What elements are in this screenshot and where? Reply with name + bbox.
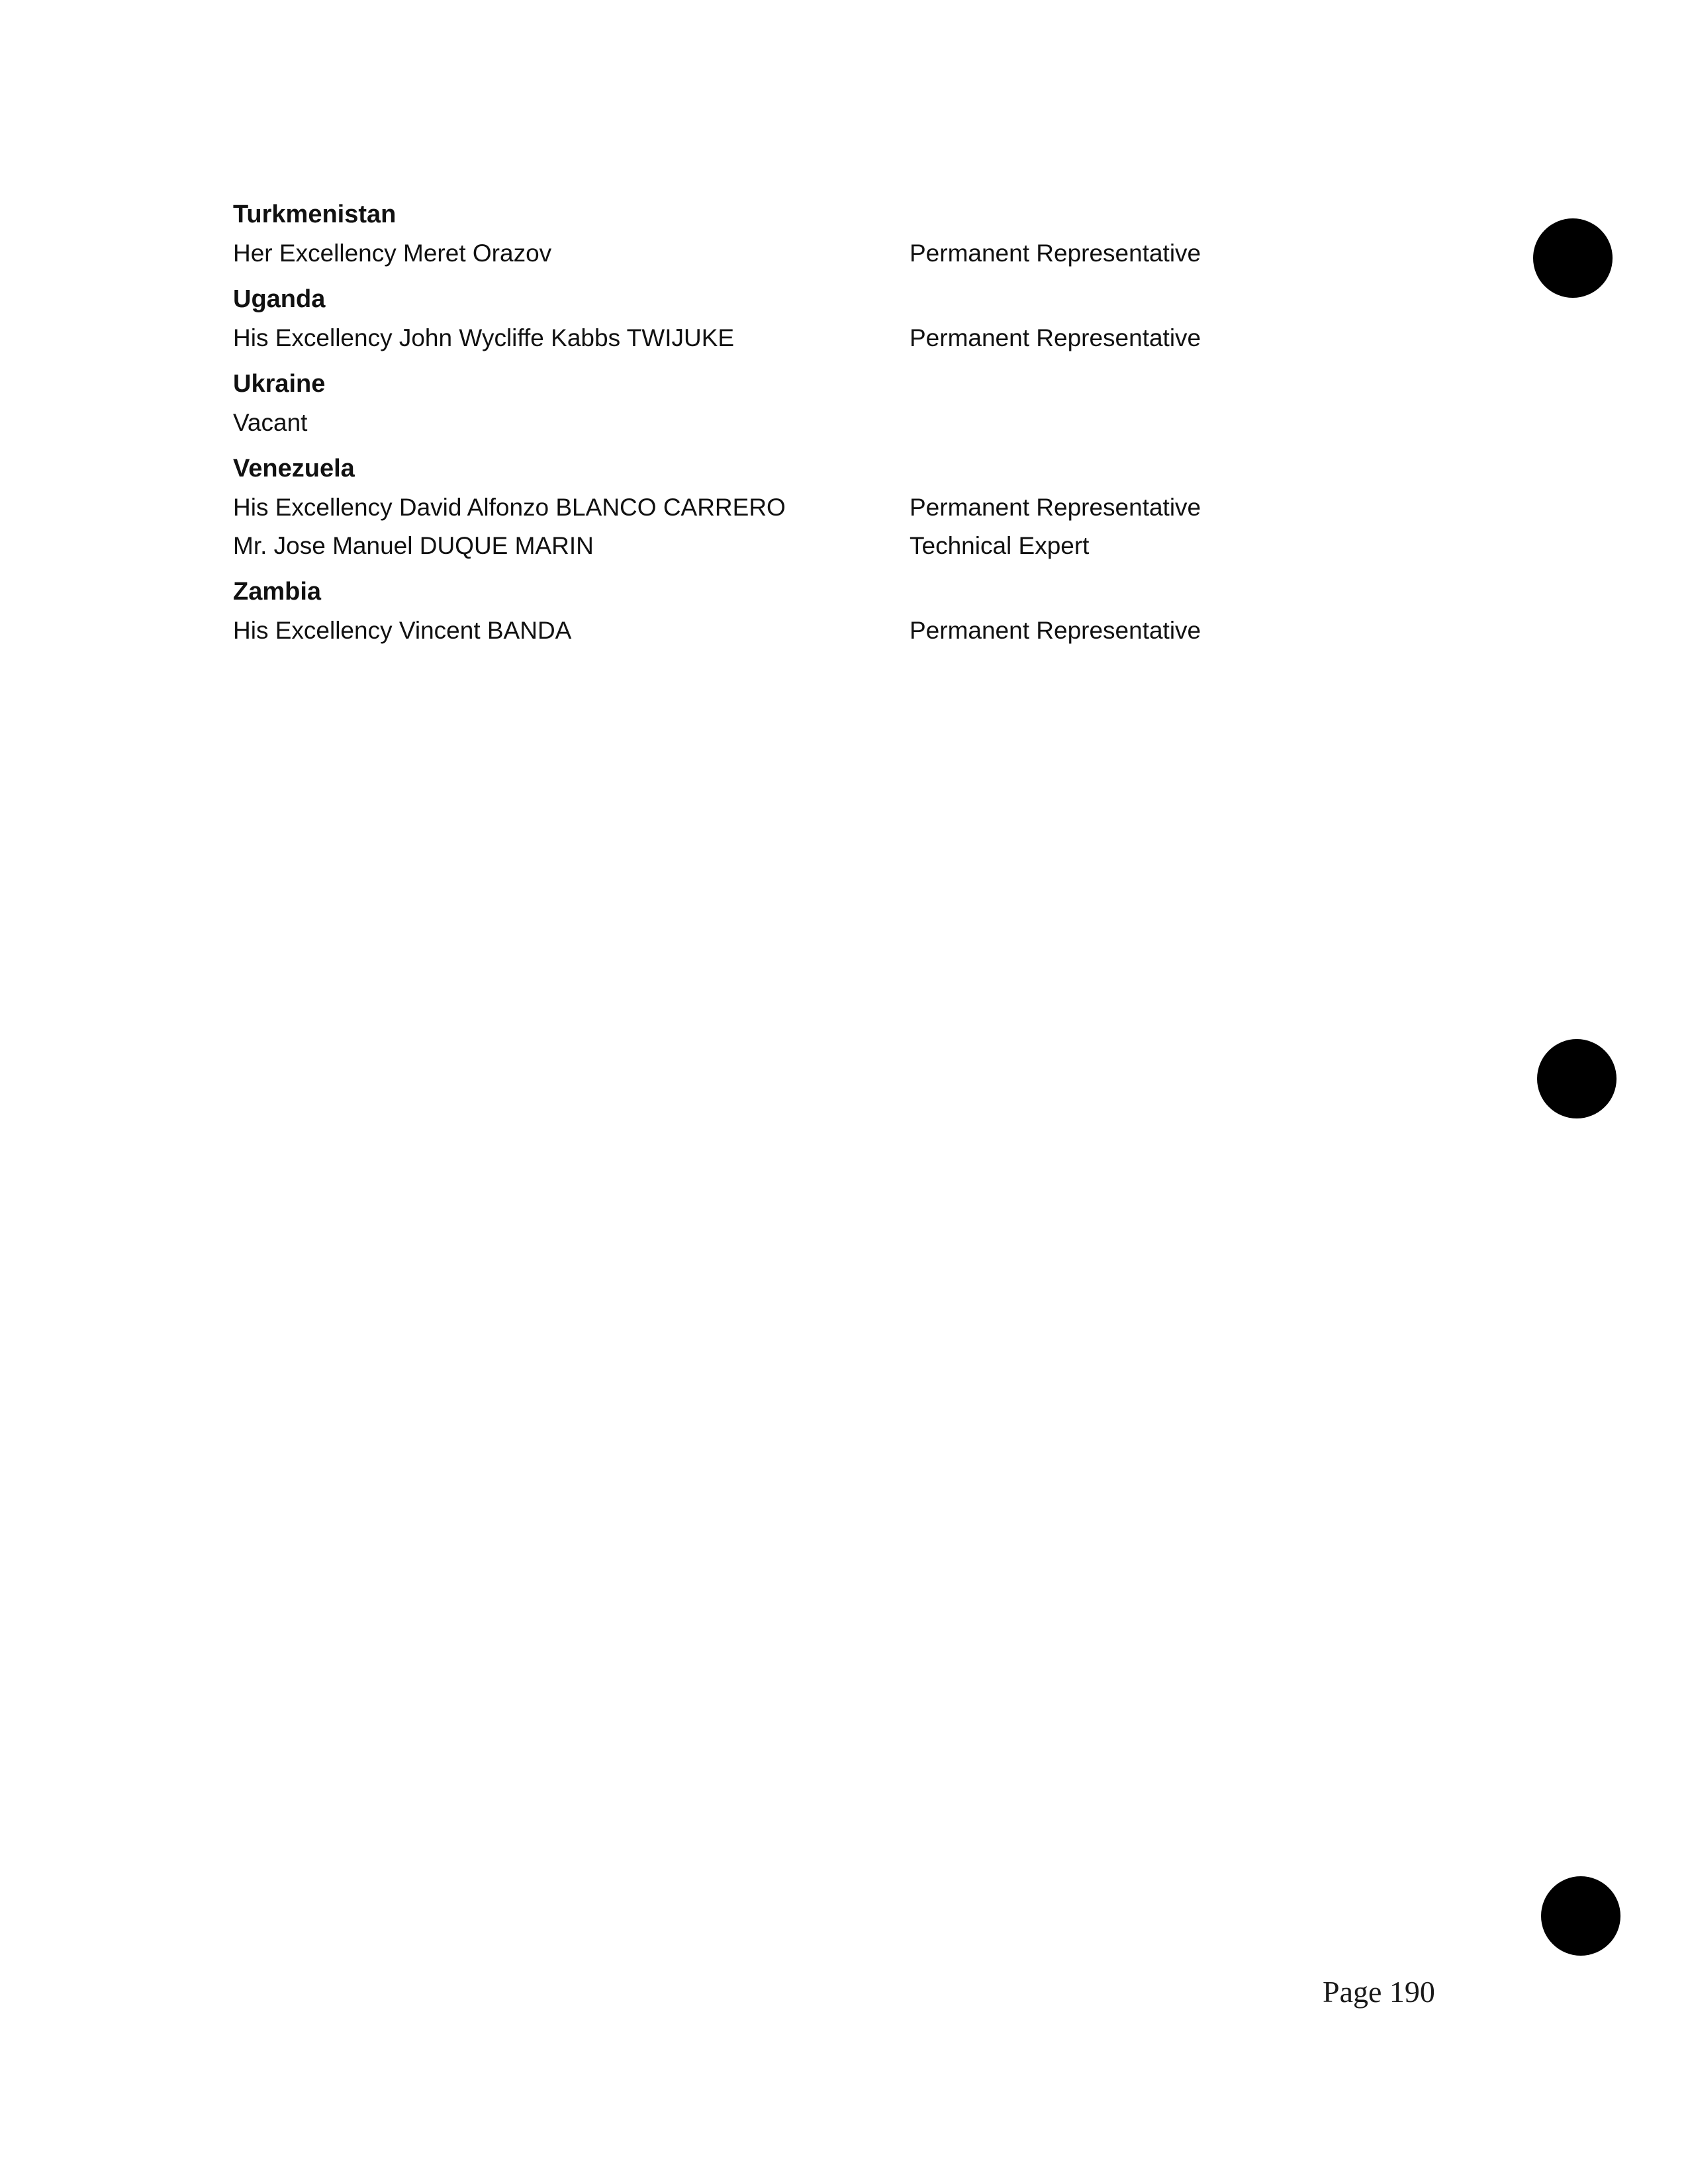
- delegate-row: [233, 492, 1358, 531]
- country-group-turkmenistan: [233, 199, 1358, 277]
- punch-hole-top: [1533, 218, 1613, 298]
- delegate-row: [233, 531, 1358, 569]
- delegate-role: Permanent Representative: [910, 617, 1201, 644]
- country-heading: Turkmenistan: [233, 201, 397, 228]
- delegate-name: Vacant: [233, 409, 308, 436]
- delegate-name: His Excellency Vincent BANDA: [233, 617, 572, 644]
- delegate-role: Technical Expert: [910, 532, 1090, 559]
- country-group-zambia: [233, 576, 1358, 654]
- delegate-row: [233, 408, 1358, 446]
- delegate-row: [233, 615, 1358, 654]
- delegate-name: Mr. Jose Manuel DUQUE MARIN: [233, 532, 594, 559]
- country-heading: Zambia: [233, 578, 322, 606]
- country-heading: Ukraine: [233, 370, 326, 398]
- delegate-name: His Excellency John Wycliffe Kabbs TWIJUKE: [233, 324, 735, 351]
- country-heading: Venezuela: [233, 455, 355, 482]
- delegation-list: [233, 199, 1358, 660]
- country-heading: Uganda: [233, 285, 326, 313]
- delegate-name: Her Excellency Meret Orazov: [233, 240, 552, 267]
- country-group-ukraine: [233, 368, 1358, 446]
- delegate-role: [910, 408, 1333, 446]
- punch-hole-bottom: [1541, 1876, 1620, 1956]
- delegate-row: [233, 238, 1358, 277]
- punch-hole-middle: [1537, 1039, 1617, 1118]
- delegate-row: [233, 323, 1358, 361]
- delegate-role: Permanent Representative: [910, 494, 1201, 521]
- delegate-role: Permanent Representative: [910, 240, 1201, 267]
- country-group-uganda: [233, 283, 1358, 361]
- country-group-venezuela: [233, 453, 1358, 569]
- delegate-name: His Excellency David Alfonzo BLANCO CARRERO: [233, 494, 786, 521]
- delegate-role: Permanent Representative: [910, 324, 1201, 351]
- page-number: Page 190: [1323, 1975, 1435, 2009]
